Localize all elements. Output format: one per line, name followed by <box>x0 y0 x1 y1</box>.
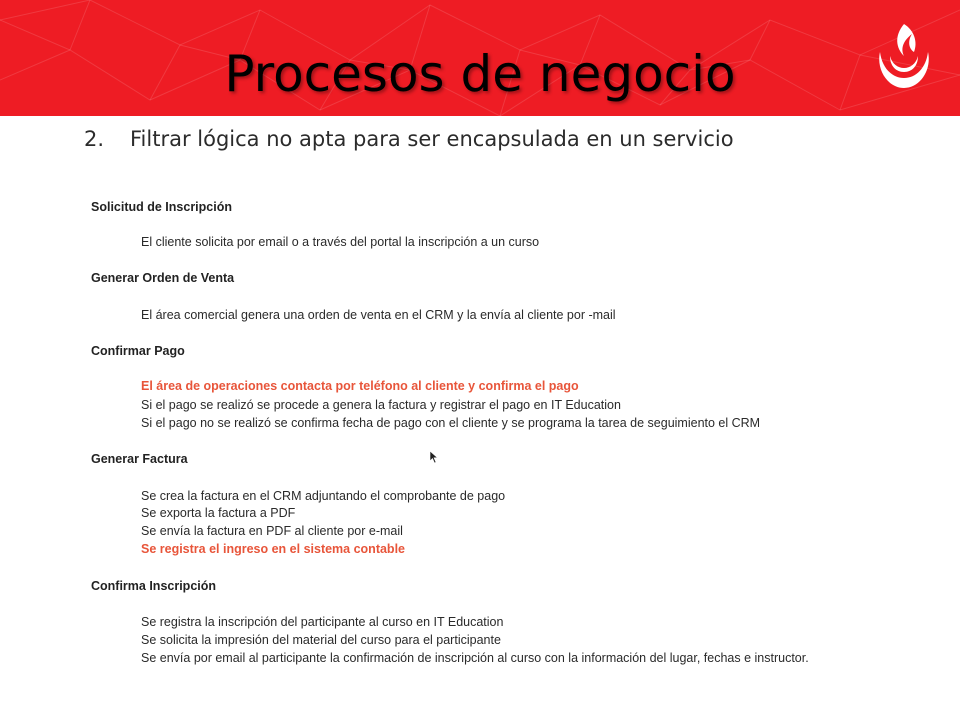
process-step-line: Se crea la factura en el CRM adjuntando el comprobante de pago <box>141 489 506 503</box>
subtitle-number: 2. <box>84 127 105 151</box>
process-step-line: Se envía por email al participante la confirmación de inscripción al curso con la información del lugar, fechas e instructor. <box>141 651 809 665</box>
process-step-line: El área comercial genera una orden de venta en el CRM y la envía al cliente por -mail <box>141 308 616 322</box>
subtitle-text: Filtrar lógica no apta para ser encapsulada en un servicio <box>130 127 734 151</box>
section-heading-confirmar-pago: Confirmar Pago <box>91 344 185 358</box>
section-heading-orden-venta: Generar Orden de Venta <box>91 271 235 285</box>
section-heading-generar-factura: Generar Factura <box>91 452 188 466</box>
process-step-line: Si el pago no se realizó se confirma fecha de pago con el cliente y se programa la tarea de seguimiento el CRM <box>141 416 761 430</box>
section-heading-solicitud: Solicitud de Inscripción <box>91 200 232 214</box>
process-step-line: Se registra la inscripción del participante al curso en IT Education <box>141 615 504 629</box>
process-step-line: El cliente solicita por email o a través del portal la inscripción a un curso <box>141 235 540 249</box>
process-step-line-highlighted: El área de operaciones contacta por teléfono al cliente y confirma el pago <box>141 379 579 393</box>
slide-title: Procesos de negocio <box>224 45 736 103</box>
process-step-line: Si el pago se realizó se procede a genera la factura y registrar el pago en IT Education <box>141 398 621 412</box>
process-step-line: Se envía la factura en PDF al cliente por e-mail <box>141 524 403 538</box>
process-step-line-highlighted: Se registra el ingreso en el sistema contable <box>141 542 405 556</box>
process-step-line: Se solicita la impresión del material del curso para el participante <box>141 633 501 647</box>
process-step-line: Se exporta la factura a PDF <box>141 506 296 520</box>
section-heading-confirma-inscripcion: Confirma Inscripción <box>91 579 217 593</box>
mouse-pointer-icon <box>429 450 439 464</box>
